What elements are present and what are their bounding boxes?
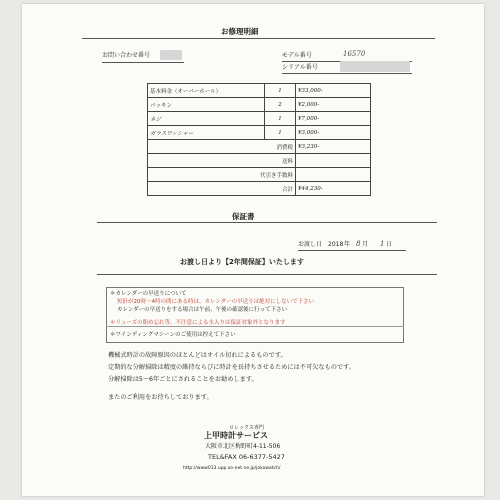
warranty-title: 保証書 <box>232 212 255 221</box>
receipt-title: お修理明細 <box>221 27 259 36</box>
shipping-label: 送料 <box>148 154 296 168</box>
calendar-notice-instruction: カレンダーの早送りをする場合は午前、午後の確認後に行って下さい <box>117 307 288 313</box>
body-text-line: 分解掃除は5〜6年ごとにされることをお勧めします。 <box>108 376 258 383</box>
fee-item-amount: ¥3,000- <box>296 126 371 140</box>
inquiry-label: お問い合わせ番号 <box>102 52 151 59</box>
serial-label: シリアル番号 <box>282 64 318 71</box>
fee-row <box>148 84 371 98</box>
fee-row <box>148 98 371 112</box>
crown-notice: ＊リューズの閉め忘れ等、不注意による水入りは保証対象外となります <box>110 320 286 326</box>
cod-label: 代引き手数料 <box>148 168 296 182</box>
body-text-line: 機械式時計の故障原因のほとんどはオイル切れによるものです。 <box>108 352 287 359</box>
fee-item-qty: 1 <box>265 112 296 126</box>
fee-item-name: ネジ <box>148 112 265 126</box>
shop-url[interactable]: http://www013.upp.so-net.ne.jp/jokowatch/ <box>183 466 281 471</box>
fee-item-amount: ¥33,000- <box>296 84 371 98</box>
serial-underline <box>282 73 412 74</box>
fee-item-qty: 2 <box>265 98 296 112</box>
fee-item-qty: 1 <box>265 84 296 98</box>
inquiry-underline <box>102 62 184 63</box>
delivery-day: 1 <box>380 240 385 248</box>
shop-tel-fax: TEL&FAX 06-6377-5427 <box>208 453 285 461</box>
cod-value <box>296 168 371 182</box>
shipping-value <box>296 154 371 168</box>
delivery-year: 2018 <box>328 241 344 248</box>
serial-number-redacted <box>340 61 410 72</box>
fee-item-name: 基本料金（オーバーホール） <box>148 84 265 98</box>
delivery-month: 8 <box>356 240 361 248</box>
fee-row <box>148 126 371 140</box>
fee-item-amount: ¥2,000- <box>296 98 371 112</box>
body-text-line: またのご利用をお待ちしております。 <box>108 394 213 401</box>
delivery-day-unit: 日 <box>386 241 393 248</box>
fee-total-row <box>148 182 371 196</box>
fee-shipping-row <box>148 154 371 168</box>
delivery-month-unit: 月 <box>362 241 369 248</box>
shop-tagline: ロレックス専門 <box>229 425 264 431</box>
warranty-headline: お渡し日より【2年間保証】いたします <box>180 258 304 266</box>
body-text-line: 定期的な分解掃除は精度の維持ならびに時計を長持ちさせるためには不可欠なものです。 <box>108 364 356 371</box>
shop-name: 上甲時計サービス <box>204 431 268 440</box>
delivery-year-unit: 年 <box>344 241 351 248</box>
delivery-date <box>298 240 408 250</box>
tax-label: 消費税 <box>148 140 296 154</box>
fee-item-amount: ¥7,000- <box>296 112 371 126</box>
notices-divider <box>106 326 404 327</box>
calendar-notice-warning: 短針が20時〜4時の間にある時は、カレンダーの早送りは絶対にしないで下さい <box>117 299 315 305</box>
fee-item-name: パッキン <box>148 98 265 112</box>
total-label: 合計 <box>148 182 296 196</box>
model-number-value: 16570 <box>343 50 366 58</box>
fee-row <box>148 112 371 126</box>
title-underline <box>82 38 435 39</box>
total-value: ¥44,230- <box>296 182 371 196</box>
calendar-notice-heading: ＊カレンダーの早送りについて <box>110 291 187 297</box>
model-label: モデル番号 <box>282 52 312 59</box>
repair-receipt-paper <box>22 4 484 496</box>
delivery-date-underline <box>298 250 406 251</box>
inquiry-number-redacted <box>160 50 182 60</box>
warranty-title-underline <box>97 222 437 223</box>
fee-cod-row <box>148 168 371 182</box>
notices-box <box>106 287 404 343</box>
shop-address: 大阪市北区梅野町4-11-506 <box>205 443 281 450</box>
fee-table <box>147 83 371 196</box>
warranty-headline-underline <box>97 274 437 275</box>
tax-value: ¥3,230- <box>296 140 371 154</box>
delivery-date-label: お渡し日 <box>298 241 323 248</box>
fee-item-name: ガラスワッシャー <box>148 126 265 140</box>
fee-item-qty: 1 <box>265 126 296 140</box>
fee-tax-row <box>148 140 371 154</box>
winding-machine-notice: ＊ワインディングマシーンのご使用は控えて下さい <box>110 332 236 338</box>
